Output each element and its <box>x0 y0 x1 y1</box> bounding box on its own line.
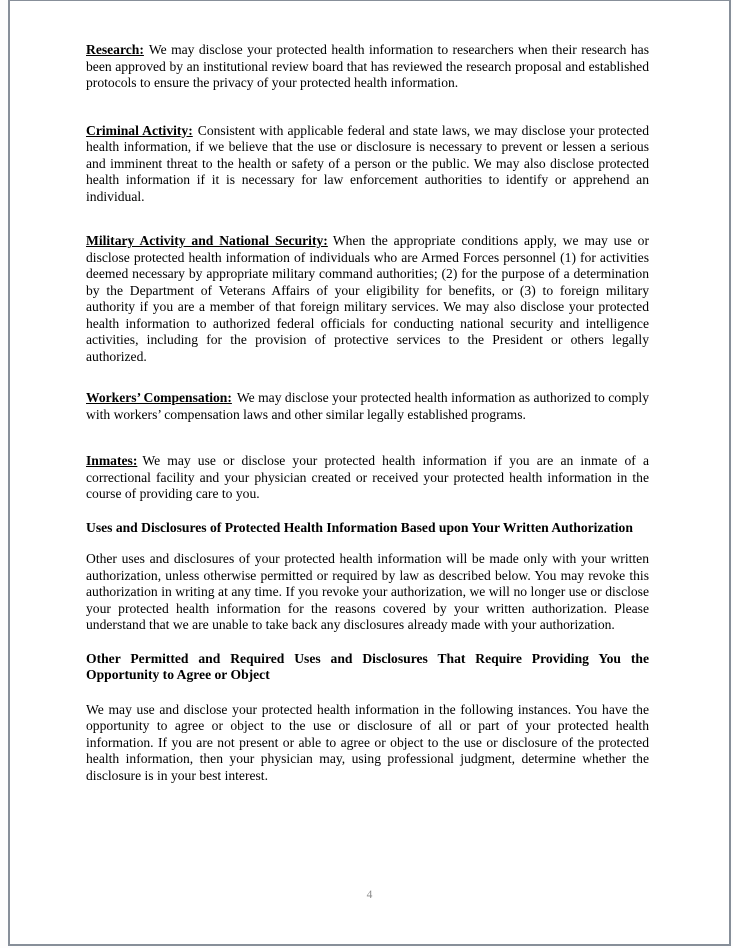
section-workers-compensation-label: Workers’ Compensation: <box>86 390 232 405</box>
section-workers-compensation-text: We may disclose your protected health information as authorized to comply with workers’ compensation laws and other similar legally established programs. <box>86 390 650 422</box>
section-research-label: Research: <box>86 42 144 57</box>
page-number: 4 <box>366 889 373 901</box>
section-military-activity-text: When the appropriate conditions apply, we may use or disclose protected health information of individuals who are Armed Forces personnel (1) for activities deemed necessary by appropriate military command authorities; (2) for the purpose of a determination by the Department of Veterans Affairs of your eligibility for benefits, or (3) to foreign military authority if you are a member of that foreign military services. We may also disclose your protected health information to authorized federal officials for conducting national security and intelligence activities, including for the provision of protective services to the President or others legally authorized. <box>86 233 650 364</box>
section-inmates-label: Inmates: <box>86 453 138 468</box>
paragraph-written-authorization: Other uses and disclosures of your protected health information will be made only with your written authorization, unless otherwise permitted or required by law as described below. You may revoke this authorization in writing at any time. If you revoke your authorization, we will no longer use or disclose your protected health information for the reasons covered by your written authorization. Please understand that we are unable to take back any disclosures already made with your authorization. <box>86 551 649 632</box>
document-page <box>8 0 731 946</box>
section-criminal-activity-text: Consistent with applicable federal and state laws, we may disclose your protected health information, if we believe that the use or disclosure is necessary to prevent or lessen a serious and imminent threat to the health or safety of a person or the public. We may also disclose protected health information if it is necessary for law enforcement authorities to identify or apprehend an individual. <box>86 122 649 204</box>
heading-opportunity-to-agree: Other Permitted and Required Uses and Disclosures That Require Providing You the Opportunity to Agree or Object <box>86 650 649 682</box>
section-criminal-activity <box>86 123 649 206</box>
section-military-activity <box>86 233 649 365</box>
section-military-activity-label: Military Activity and National Security: <box>86 233 328 248</box>
page-content <box>10 1 729 784</box>
section-inmates <box>86 453 649 503</box>
section-criminal-activity-label: Criminal Activity: <box>86 122 193 138</box>
paragraph-opportunity-to-agree: We may use and disclose your protected health information in the following instances. You have the opportunity to agree or object to the use or disclosure of all or part of your protected health information. If you are not present or able to agree or object to the use or disclosure of the protected health information, then your physician may, using professional judgment, determine whether the disclosure is in your best interest. <box>86 701 649 783</box>
section-research-text: We may disclose your protected health information to researchers when their research has been approved by an institutional review board that has reviewed the research proposal and established protocols to ensure the privacy of your protected health information. <box>86 42 649 90</box>
section-inmates-text: We may use or disclose your protected health information if you are an inmate of a correctional facility and your physician created or received your protected health information in the course of providing care to you. <box>86 453 649 501</box>
section-workers-compensation <box>86 390 649 423</box>
section-research <box>86 42 649 92</box>
heading-written-authorization: Uses and Disclosures of Protected Health Information Based upon Your Written Authorization <box>86 519 633 535</box>
